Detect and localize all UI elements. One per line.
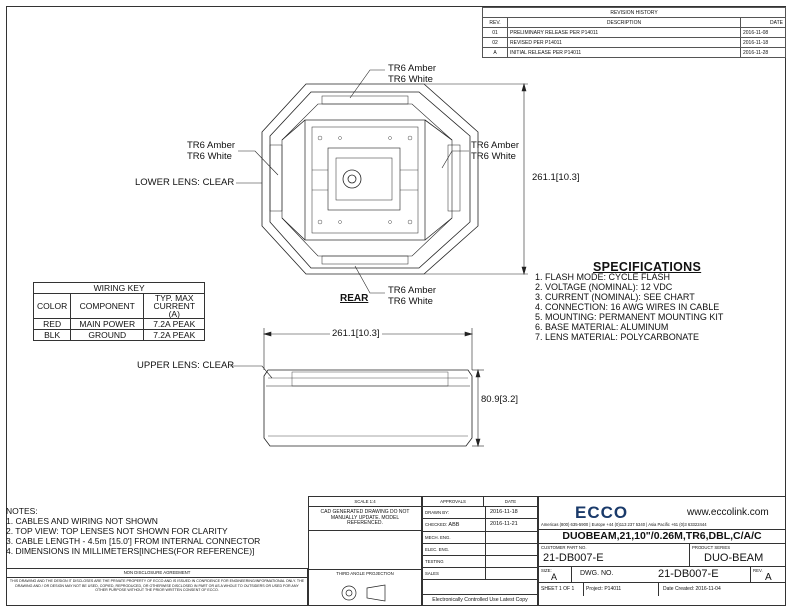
project-label: Project: xyxy=(586,586,603,592)
nda-box xyxy=(6,568,308,606)
rev-header: REV. xyxy=(483,18,508,28)
customer-part-number: 21-DB007-E xyxy=(543,552,604,564)
revision-history-title: REVISION HISTORY xyxy=(483,8,786,18)
spec-item: 4. CONNECTION: 16 AWG WIRES IN CABLE xyxy=(535,302,720,312)
website: www.eccolink.com xyxy=(687,507,769,518)
date-created: 2016-11-04 xyxy=(695,586,721,592)
checked-by: ABB xyxy=(448,522,460,528)
checked-label: CHECKED: xyxy=(425,522,448,527)
date-header: DATE xyxy=(741,18,786,28)
size-value: A xyxy=(551,572,558,582)
drawn-by-label: DRAWN BY: xyxy=(423,507,486,518)
notes xyxy=(6,506,260,556)
customer-part-label: CUSTOMER PART NO. xyxy=(541,545,587,550)
nda-text: THIS DRAWING AND THE DESIGN IT DISCLOSES ARE THE PRIVATE PROPERTY OF ECCO AND IS ISSUED IN CONFIDENCE FOR ENGINEERING/INFORMATIONAL ONLY. THE DRAWING AND / OR DESIGN MAY NOT BE USED, COPIED, REPRODUCED, OR OTHERWISE DISCLOSED IN PART OR AS A WHOLE TO OUTSIDERS OR USED FOR ANY OTHER PURPOSE WITHOUT THE PRIOR WRITTEN CONSENT OF ECCO. xyxy=(9,579,305,592)
spec-item: 1. FLASH MODE: CYCLE FLASH xyxy=(535,272,671,282)
callout-left: TR6 Amber TR6 White xyxy=(187,140,236,162)
note-item: 2. TOP VIEW: TOP LENSES NOT SHOWN FOR CLARITY xyxy=(6,526,228,536)
lower-lens-callout: LOWER LENS: CLEAR xyxy=(135,177,235,188)
height-dimension xyxy=(424,84,528,274)
size-label: SIZE: xyxy=(541,568,552,573)
top-view xyxy=(262,84,478,274)
logo-area xyxy=(539,497,785,530)
part-description: DUOBEAM,21,10"/0.26M,TR6,DBL,C/A/C xyxy=(539,530,785,544)
notes-title: NOTES: xyxy=(6,506,38,516)
product-series-label: PRODUCT SERIES xyxy=(692,545,731,550)
rev-value: A xyxy=(765,572,772,583)
specifications xyxy=(535,262,723,342)
cad-note: CAD GENERATED DRAWING DO NOT MANUALLY UPDATE. MODEL REFERENCED. xyxy=(309,507,421,531)
dwg-number: 21-DB007-E xyxy=(658,568,719,580)
note-item: 1. CABLES AND WIRING NOT SHOWN xyxy=(6,516,158,526)
wiring-row: RED MAIN POWER 7.2A PEAK xyxy=(34,319,205,330)
checked-date: 2016-11-21 xyxy=(490,521,518,527)
side-view xyxy=(230,366,472,446)
note-item: 3. CABLE LENGTH - 4.5m [15.0'] FROM INTERNAL CONNECTOR xyxy=(6,536,261,546)
spec-item: 5. MOUNTING: PERMANENT MOUNTING KIT xyxy=(535,312,724,322)
sales-label: SALES xyxy=(423,568,486,579)
drawn-date: 2016-11-18 xyxy=(490,509,518,515)
product-series: DUO-BEAM xyxy=(704,552,764,564)
projection-label: THIRD ANGLE PROJECTION xyxy=(336,570,394,576)
dwg-no-label: DWG. NO. xyxy=(580,570,614,577)
width-dimension-text: 261.1[10.3] xyxy=(332,328,380,339)
specifications-title: SPECIFICATIONS xyxy=(593,260,702,274)
ecco-logo: ECCO xyxy=(575,503,629,522)
title-block xyxy=(538,496,786,606)
contact-numbers: Americas (800) 635-5900 | Europe +44 (0)113 237 5340 | Asia Pacific +61 (0)3 63322444 xyxy=(541,522,707,527)
current-header: TYP. MAX CURRENT (A) xyxy=(144,294,205,319)
component-header: COMPONENT xyxy=(71,294,144,319)
callout-top: TR6 Amber TR6 White xyxy=(388,63,437,85)
scale-block xyxy=(308,496,422,606)
spec-item: 7. LENS MATERIAL: POLYCARBONATE xyxy=(535,332,700,342)
approvals-block xyxy=(422,496,538,606)
note-item: 4. DIMENSIONS IN MILLIMETERS[INCHES(FOR REFERENCE)] xyxy=(6,546,255,556)
elec-eng-label: ELEC. ENG. xyxy=(423,544,486,555)
revision-row: 01 PRELIMINARY RELEASE PER P14011 2016-11-08 xyxy=(483,28,786,38)
wiring-key-title: WIRING KEY xyxy=(34,283,205,294)
spec-item: 6. BASE MATERIAL: ALUMINUM xyxy=(535,322,669,332)
rear-label: REAR xyxy=(340,293,369,304)
depth-dimension-text: 80.9[3.2] xyxy=(481,394,518,405)
color-header: COLOR xyxy=(34,294,71,319)
controlled-copy-note: Electronically Controlled Use Latest Copy xyxy=(423,594,537,605)
project-number: P14011 xyxy=(604,586,622,592)
height-dimension-text: 261.1[10.3] xyxy=(532,172,580,183)
wiring-key-table xyxy=(33,282,205,341)
spec-item: 3. CURRENT (NOMINAL): SEE CHART xyxy=(535,292,695,302)
spec-item: 2. VOLTAGE (NOMINAL): 12 VDC xyxy=(535,282,673,292)
wiring-row: BLK GROUND 7.2A PEAK xyxy=(34,330,205,341)
sheet-number: SHEET 1 OF 1 xyxy=(539,583,584,596)
nda-title: NON DISCLOSURE AGREEMENT xyxy=(7,569,307,578)
date-created-label: Date Created: xyxy=(663,586,695,592)
testing-label: TESTING xyxy=(423,556,486,567)
callout-right: TR6 Amber TR6 White xyxy=(471,140,520,162)
mech-eng-label: MECH. ENG. xyxy=(423,532,486,543)
approvals-header: APPROVALS xyxy=(423,497,484,506)
scale-label: SCALE 1:4 xyxy=(309,497,421,507)
description-header: DESCRIPTION xyxy=(508,18,741,28)
approvals-date-header: DATE xyxy=(504,499,517,504)
callout-bottom: TR6 Amber TR6 White xyxy=(388,285,437,307)
upper-lens-callout: UPPER LENS: CLEAR xyxy=(137,360,235,371)
projection-symbol-icon xyxy=(337,583,397,603)
depth-dimension xyxy=(472,370,484,446)
rev-label: REV. xyxy=(753,568,763,573)
leader-lines xyxy=(236,70,469,293)
revision-row: 02 REVISED PER P14011 2016-11-18 xyxy=(483,38,786,48)
revision-row: A INITIAL RELEASE PER P14011 2016-11-28 xyxy=(483,48,786,58)
